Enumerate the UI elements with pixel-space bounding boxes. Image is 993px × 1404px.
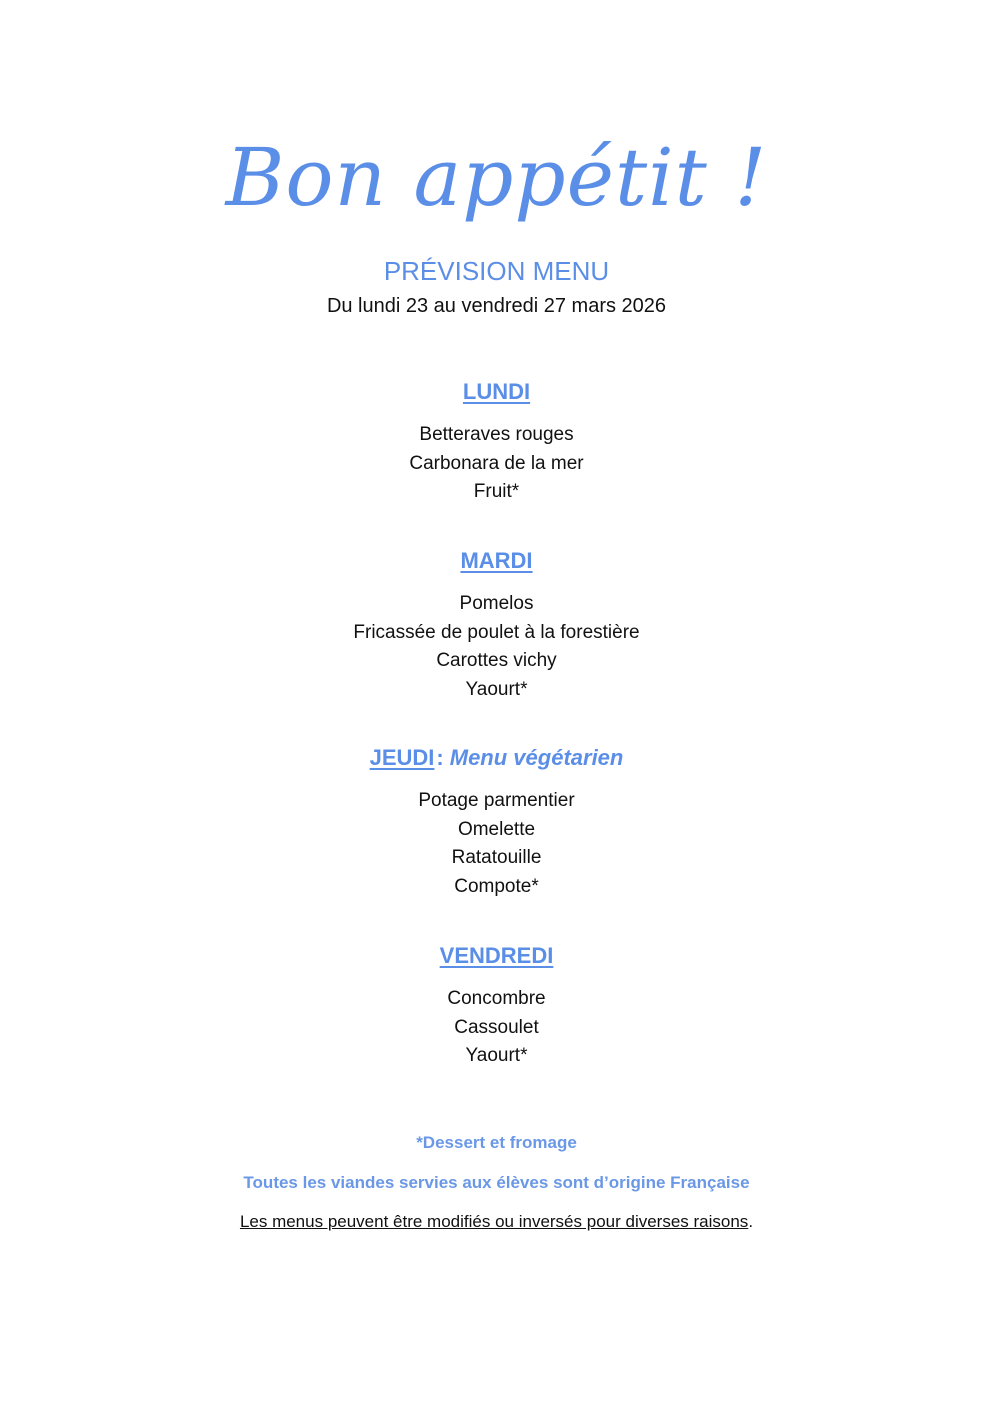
origin-note: Toutes les viandes servies aux élèves sont d’origine Française — [243, 1173, 750, 1192]
day-name: VENDREDI — [439, 943, 554, 968]
menu-item: Concombre — [447, 988, 546, 1009]
day-heading — [0, 377, 993, 407]
menu-item: Potage parmentier — [418, 790, 575, 811]
disclaimer — [0, 1210, 993, 1234]
menu-item: Carottes vichy — [436, 650, 557, 672]
day-section-jeudi — [0, 743, 993, 902]
menu-item-list — [0, 985, 993, 1071]
menu-item: Compote* — [454, 876, 539, 898]
day-name: MARDI — [460, 548, 533, 573]
menu-item: Yaourt* — [465, 679, 528, 701]
disclaimer-text: Les menus peuvent être modifiés ou inversés pour diverses raisons — [239, 1212, 749, 1231]
menu-item: Carbonara de la mer — [409, 452, 584, 474]
date-range: Du lundi 23 au vendredi 27 mars 2026 — [326, 295, 667, 317]
page-title: Bon appétit ! — [225, 131, 768, 224]
page-subtitle: PRÉVISION MENU — [383, 256, 610, 286]
menu-item: Fruit* — [473, 481, 520, 503]
vegetarian-tag: Menu végétarien — [449, 745, 624, 770]
menu-item: Yaourt* — [465, 1045, 528, 1067]
menu-item-list — [0, 787, 993, 902]
day-section-mardi — [0, 546, 993, 705]
menu-item: Cassoulet — [454, 1016, 539, 1038]
dessert-note: *Dessert et fromage — [416, 1133, 577, 1152]
day-heading — [0, 743, 993, 773]
day-heading — [0, 546, 993, 576]
day-separator: : — [436, 745, 444, 770]
day-name: JEUDI — [369, 745, 435, 770]
day-name: LUNDI — [462, 379, 531, 404]
day-heading — [0, 941, 993, 971]
menu-item-list — [0, 421, 993, 507]
menu-item: Omelette — [457, 818, 536, 840]
menu-item: Betteraves rouges — [419, 424, 574, 445]
day-section-lundi — [0, 377, 993, 507]
menu-item-list — [0, 590, 993, 705]
day-section-vendredi — [0, 941, 993, 1071]
menu-item: Fricassée de poulet à la forestière — [353, 621, 640, 643]
menu-item: Pomelos — [459, 593, 534, 614]
menu-item: Ratatouille — [451, 847, 542, 869]
disclaimer-period: . — [748, 1212, 754, 1231]
